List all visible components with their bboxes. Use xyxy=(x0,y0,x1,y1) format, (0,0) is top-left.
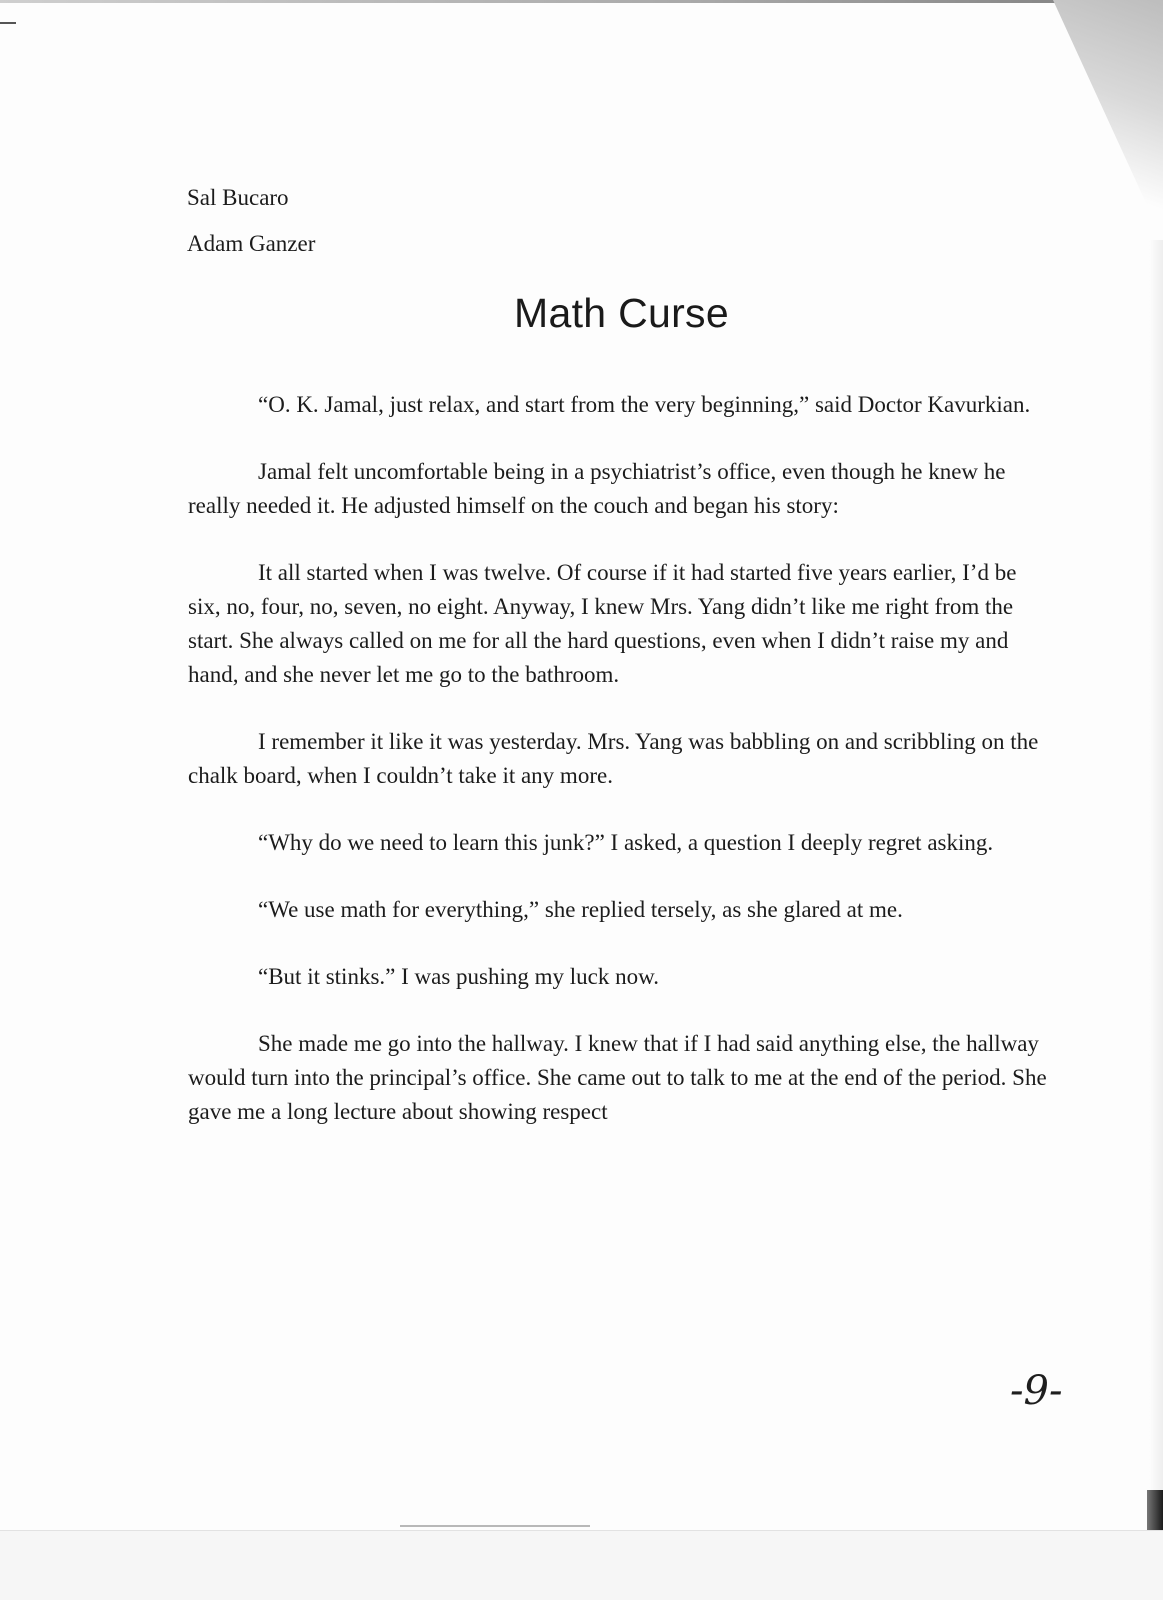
paragraph: “Why do we need to learn this junk?” I asked, a question I deeply regret asking. xyxy=(258,830,994,855)
paragraph: “We use math for everything,” she replied tersely, as she glared at me. xyxy=(258,897,903,922)
handwritten-page-number: -9- xyxy=(1010,1368,1063,1414)
scan-bottom-band xyxy=(0,1530,1163,1600)
paragraph: I remember it like it was yesterday. Mrs. Yang was babbling on and scribbling on the chalk board, when I couldn’t take it any more. xyxy=(188,729,1039,788)
scan-smudge xyxy=(400,1525,590,1527)
paragraph: “O. K. Jamal, just relax, and start from the very beginning,” said Doctor Kavurkian. xyxy=(258,392,1031,417)
paragraph: It all started when I was twelve. Of course if it had started five years earlier, I’d be six, no, four, no, seven, no eight. Anyway, I knew Mrs. Yang didn’t like me right from the start. She always called on me for all the hard questions, even when I didn’t raise my and hand, and she never let me go to the bathroom. xyxy=(188,560,1017,687)
page-edge-shadow xyxy=(1149,240,1163,1600)
story-body xyxy=(188,388,1053,1162)
document-title: Math Curse xyxy=(514,290,729,336)
paragraph: “But it stinks.” I was pushing my luck now. xyxy=(258,964,659,989)
author-block xyxy=(187,175,315,267)
folded-corner xyxy=(1053,0,1163,240)
author-name: Adam Ganzer xyxy=(187,231,316,256)
paragraph: She made me go into the hallway. I knew that if I had said anything else, the hallway would turn into the principal’s office. She came out to talk to me at the end of the period. She gave me a long lecture about showing respect xyxy=(188,1031,1047,1124)
scan-mark xyxy=(0,22,16,24)
author-name: Sal Bucaro xyxy=(187,185,289,210)
paragraph: Jamal felt uncomfortable being in a psychiatrist’s office, even though he knew he really needed it. He adjusted himself on the couch and began his story: xyxy=(188,459,1006,518)
scan-top-edge xyxy=(0,0,1163,3)
